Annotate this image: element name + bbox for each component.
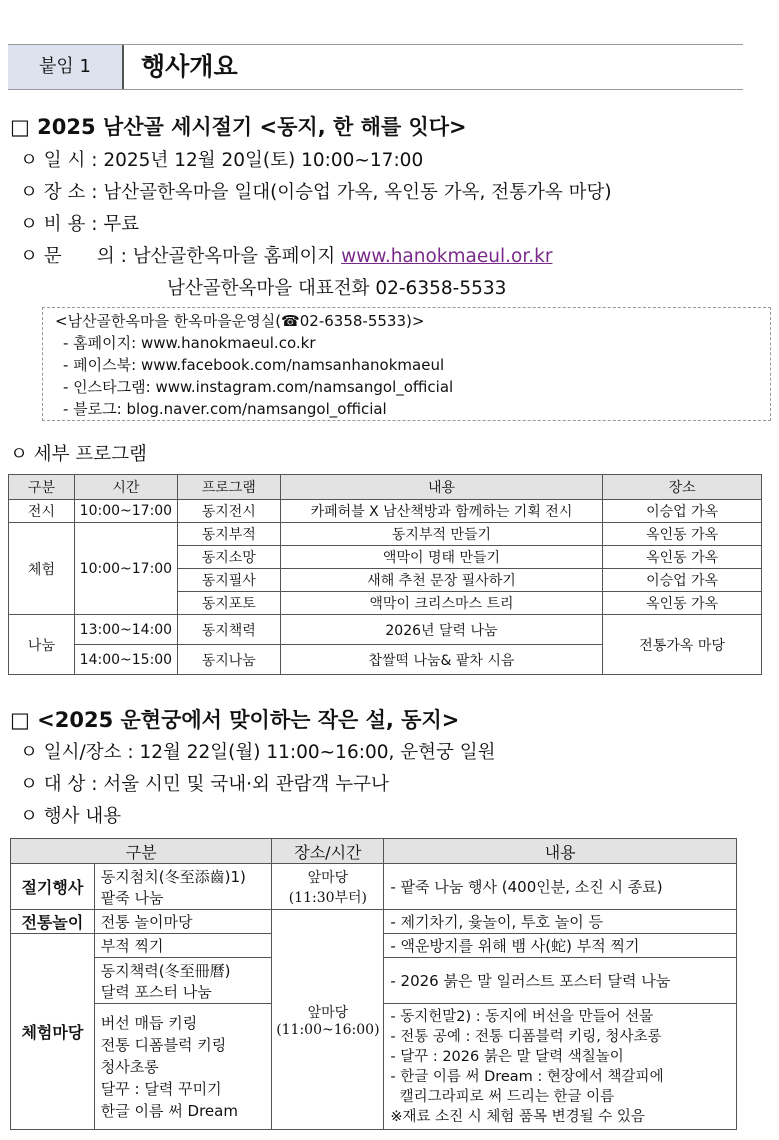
table-row [9, 500, 762, 523]
event1-title: □ 2025 남산골 세시절기 <동지, 한 해를 잇다> [10, 115, 467, 139]
col-header: 내용 [384, 839, 737, 864]
cell-group: 전통놀이 [11, 910, 95, 934]
cell-item: 부적 찍기 [94, 934, 272, 958]
cell-time: 10:00~17:00 [74, 500, 177, 523]
cell-content: 새해 추천 문장 필사하기 [280, 569, 603, 592]
col-header: 장소 [603, 475, 762, 500]
cell-category: 체험 [9, 523, 75, 615]
time-line: (11:00~16:00) [276, 1021, 380, 1038]
cell-time: 10:00~17:00 [74, 523, 177, 615]
cell-content: - 제기차기, 윷놀이, 투호 놀이 등 [384, 910, 737, 934]
table-row [9, 523, 762, 546]
cell-group: 체험마당 [11, 934, 95, 1130]
content-line: - 전통 공예 : 전통 디폼블럭 키링, 청사초롱 [390, 1028, 662, 1045]
cell-item [94, 1004, 272, 1130]
place-line: 앞마당 [307, 1004, 349, 1021]
event1-inquiry [20, 242, 552, 268]
cell-place: 옥인동 가옥 [603, 592, 762, 615]
col-header: 내용 [280, 475, 603, 500]
cell-group: 절기행사 [11, 864, 95, 910]
cell-time: 14:00~15:00 [74, 645, 177, 675]
cell-category: 나눔 [9, 615, 75, 675]
inquiry-label: ㅇ 문 의 : 남산골한옥마을 홈페이지 [20, 246, 342, 267]
table-row [11, 910, 737, 934]
event2-date-place: ㅇ 일시/장소 : 12월 22일(월) 11:00~16:00, 운현궁 일원 [20, 742, 496, 763]
cell-program: 동지필사 [177, 569, 280, 592]
event2-title: □ <2025 운현궁에서 맞이하는 작은 설, 동지> [10, 708, 460, 732]
event2-target: ㅇ 대 상 : 서울 시민 및 국내·외 관람객 누구나 [20, 774, 389, 795]
contact-blog: - 블로그: blog.naver.com/namsangol_official [63, 400, 387, 418]
attachment-header [8, 44, 743, 90]
program-heading: ㅇ 세부 프로그램 [10, 444, 147, 465]
cell-item: 전통 놀이마당 [94, 910, 272, 934]
item-line: 달력 포스터 나눔 [100, 982, 212, 1001]
cell-content: 액막이 명태 만들기 [280, 546, 603, 569]
contact-homepage: - 홈페이지: www.hanokmaeul.co.kr [63, 334, 316, 352]
event1-place: ㅇ 장 소 : 남산골한옥마을 일대(이승업 가옥, 옥인동 가옥, 전통가옥 마당) [20, 182, 612, 203]
item-line: 팥죽 나눔 [100, 888, 164, 907]
content-line: - 달꾸 : 2026 붉은 말 달력 색칠놀이 [390, 1048, 624, 1065]
cell-place: 옥인동 가옥 [603, 546, 762, 569]
col-header: 구분 [9, 475, 75, 500]
program-table [8, 474, 762, 675]
cell-program: 동지부적 [177, 523, 280, 546]
cell-time: 13:00~14:00 [74, 615, 177, 645]
content-line: - 동지헌말2) : 동지에 버선을 만들어 선물 [390, 1008, 654, 1025]
cell-content: 찹쌀떡 나눔& 팥차 시음 [280, 645, 603, 675]
col-header: 프로그램 [177, 475, 280, 500]
contact-facebook: - 페이스북: www.facebook.com/namsanhanokmaeul [63, 356, 445, 374]
cell-place: 이승업 가옥 [603, 569, 762, 592]
event1-phone: 남산골한옥마을 대표전화 02-6358-5533 [167, 278, 507, 299]
homepage-link[interactable]: www.hanokmaeul.or.kr [341, 246, 553, 267]
cell-place: 이승업 가옥 [603, 500, 762, 523]
place-line: 앞마당 [307, 869, 349, 886]
cell-place-time [272, 864, 384, 910]
col-header: 장소/시간 [272, 839, 384, 864]
table-header-row [11, 839, 737, 864]
cell-content: 동지부적 만들기 [280, 523, 603, 546]
content-line: - 한글 이름 써 Dream : 현장에서 책갈피에 [390, 1068, 664, 1085]
cell-place: 옥인동 가옥 [603, 523, 762, 546]
col-header: 시간 [74, 475, 177, 500]
item-line: 전통 디폼블럭 키링 [100, 1035, 227, 1054]
content-line: 캘리그라피로 써 드리는 한글 이름 [390, 1088, 615, 1105]
cell-place-time [272, 910, 384, 1130]
cell-content: 2026년 달력 나눔 [280, 615, 603, 645]
cell-program: 동지포토 [177, 592, 280, 615]
cell-item [94, 864, 272, 910]
cell-program: 동지전시 [177, 500, 280, 523]
table-row [9, 615, 762, 645]
cell-program: 동지나눔 [177, 645, 280, 675]
cell-content: 카페허블 X 남산책방과 함께하는 기획 전시 [280, 500, 603, 523]
cell-program: 동지책력 [177, 615, 280, 645]
attachment-tag: 붙임 1 [8, 45, 124, 89]
item-line: 버선 매듭 키링 [100, 1013, 198, 1032]
table-header-row [9, 475, 762, 500]
event2-table [10, 838, 737, 1130]
cell-program: 동지소망 [177, 546, 280, 569]
event1-fee: ㅇ 비 용 : 무료 [20, 214, 140, 235]
cell-content: - 액운방지를 위해 뱀 사(蛇) 부적 찍기 [384, 934, 737, 958]
item-line: 한글 이름 써 Dream [100, 1101, 238, 1120]
event1-date: ㅇ 일 시 : 2025년 12월 20일(토) 10:00~17:00 [20, 150, 424, 171]
cell-content: - 팥죽 나눔 행사 (400인분, 소진 시 종료) [384, 864, 737, 910]
item-line: 동지첨치(冬至添齒)1) [100, 867, 246, 886]
col-header: 구분 [11, 839, 272, 864]
table-row [11, 864, 737, 910]
item-line: 달꾸 : 달력 꾸미기 [100, 1079, 222, 1098]
time-line: (11:30부터) [288, 889, 368, 906]
contact-box [42, 307, 771, 421]
item-line: 동지책력(冬至冊曆) [100, 961, 231, 980]
cell-place: 전통가옥 마당 [603, 615, 762, 675]
cell-content: - 2026 붉은 말 일러스트 포스터 달력 나눔 [384, 958, 737, 1004]
item-line: 청사초롱 [100, 1057, 159, 1076]
contact-instagram: - 인스타그램: www.instagram.com/namsangol_official [63, 378, 454, 396]
event2-content-heading: ㅇ 행사 내용 [20, 806, 122, 827]
cell-category: 전시 [9, 500, 75, 523]
cell-content [384, 1004, 737, 1130]
cell-content: 액막이 크리스마스 트리 [280, 592, 603, 615]
contact-title: <남산골한옥마을 한옥마을운영실(☎02-6358-5533)> [55, 312, 425, 330]
cell-item [94, 958, 272, 1004]
page-title: 행사개요 [141, 52, 238, 81]
note-line: ※재료 소진 시 체험 품목 변경될 수 있음 [390, 1108, 645, 1125]
